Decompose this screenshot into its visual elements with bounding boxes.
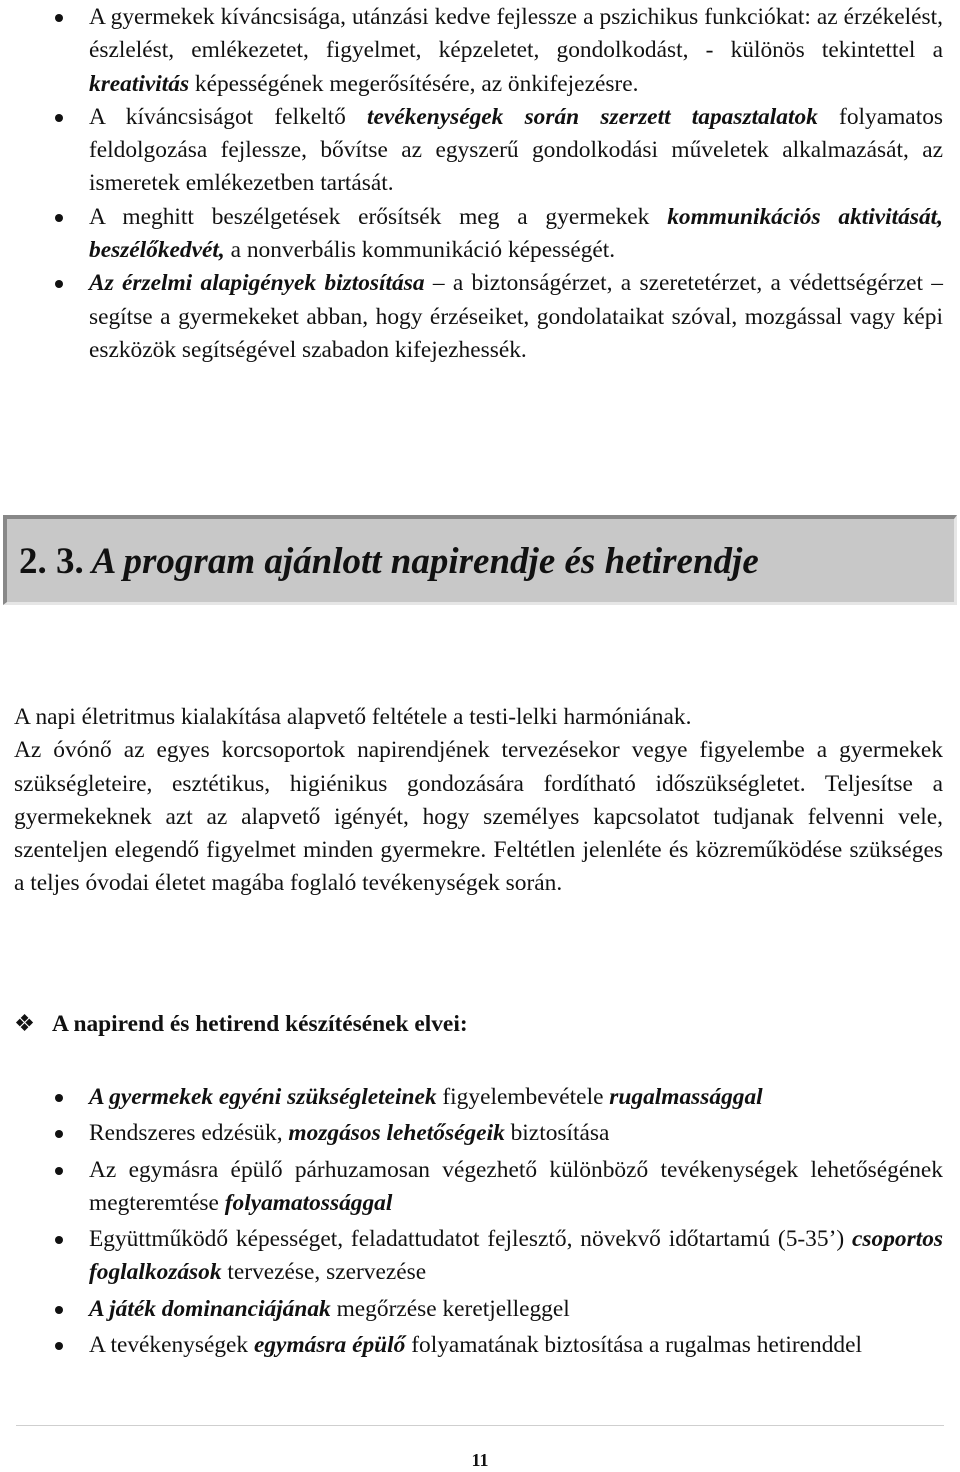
list-item	[14, 1293, 943, 1326]
item-emphasis: folyamatossággal	[224, 1189, 393, 1216]
item-text: A gyermekek kíváncsisága, utánzási kedve fejlessze a pszichikus funkciókat: az érzékelést, észlelést, emlékezetet, figyelmet, képzeletet, gondolkodást, - különös tekintettel a	[89, 4, 943, 64]
bullet-icon	[55, 1236, 63, 1244]
item-text: képességének megerősítésére, az önkifejezésre.	[189, 70, 639, 97]
section-heading	[3, 515, 957, 605]
item-text: Az egymásra épülő párhuzamosan végezhető különböző tevékenységek lehetőségének megteremtése	[89, 1156, 943, 1216]
bullet-icon	[55, 14, 63, 22]
list-item	[14, 267, 943, 367]
bullet-icon	[55, 214, 63, 222]
list-item	[14, 201, 943, 268]
footer-divider	[16, 1425, 944, 1426]
bullet-icon	[55, 1342, 63, 1350]
page-number: 11	[471, 1450, 489, 1470]
bullet-icon	[55, 114, 63, 122]
subheading-text: A napirend és hetirend készítésének elvei:	[52, 1011, 468, 1037]
list-item	[14, 1329, 943, 1362]
section-heading-text	[19, 539, 759, 585]
list-item	[14, 1, 943, 101]
bullet-icon	[55, 1094, 63, 1102]
diamond-bullet-icon: ❖	[14, 1011, 35, 1037]
item-text: biztosítása	[504, 1120, 610, 1147]
item-emphasis: Az érzelmi alapigények biztosítása	[89, 270, 425, 297]
list-item	[14, 1223, 943, 1290]
item-text: – a biztonságérzet, a szeretetérzet, a védettségérzet – segítse a gyermekeket abban, hogy érzéseiket, gondolataikat szóval, mozgással vagy képi eszközök segítségével szabadon kifejezhessék.	[89, 270, 943, 363]
principles-bullet-list	[14, 1081, 943, 1365]
item-emphasis: A gyermekek egyéni szükségleteinek	[89, 1084, 437, 1110]
list-item	[14, 1154, 943, 1221]
item-text: A tevékenységek	[89, 1332, 254, 1359]
bullet-icon	[55, 1167, 63, 1175]
item-text: folyamatos feldolgozása fejlessze, bővítse az egyszerű gondolkodási műveletek alkalmazását, az ismeretek emlékezetben tartását.	[89, 103, 943, 197]
bullet-icon	[55, 280, 63, 288]
paragraph: A napi életritmus kialakítása alapvető feltétele a testi-lelki harmóniának.	[14, 704, 692, 730]
item-emphasis: tevékenységek során szerzett tapasztalatok	[367, 103, 818, 130]
body-paragraphs	[14, 701, 943, 901]
list-item	[14, 1081, 943, 1114]
list-item	[14, 101, 943, 201]
item-text: tervezése, szervezése	[221, 1259, 427, 1286]
item-emphasis: mozgásos lehetőségeik	[288, 1120, 505, 1147]
item-text: A meghitt beszélgetések erősítsék meg a gyermekek	[89, 203, 668, 230]
item-emphasis: rugalmassággal	[609, 1084, 763, 1110]
bullet-icon	[55, 1306, 63, 1314]
item-text: A kíváncsiságot felkeltő	[89, 103, 367, 130]
item-text: a nonverbális kommunikáció képességét.	[224, 237, 616, 264]
bullet-icon	[55, 1130, 63, 1138]
item-text: folyamatának biztosítása a rugalmas hetirenddel	[405, 1332, 862, 1359]
subheading	[14, 1008, 468, 1041]
item-emphasis: egymásra épülő	[253, 1332, 406, 1359]
item-text: Rendszeres edzésük,	[89, 1120, 289, 1147]
item-text: figyelembevétele	[436, 1084, 610, 1110]
paragraph: Az óvónő az egyes korcsoportok napirendjének tervezésekor vegye figyelembe a gyermekek szükségleteire, esztétikus, higiénikus gondozására fordítható időszükségletet. Teljesítse a gyermekeknek azt az alapvető igényét, hogy személyes kapcsolatot tudjanak felvenni vele, szenteljen elegendő figyelmet minden gyermekre. Feltétlen jelenléte és közreműködése szükséges a teljes óvodai életet magába foglaló tevékenységek során.	[14, 737, 943, 897]
item-emphasis: A játék dominanciájának	[89, 1295, 331, 1322]
list-item	[14, 1117, 943, 1150]
item-emphasis: kreativitás	[89, 70, 190, 97]
item-emphasis: kommunikációs aktivitását, beszélőkedvét,	[89, 203, 943, 264]
intro-bullet-list	[14, 1, 943, 367]
section-number: 2. 3.	[19, 541, 84, 582]
section-title: A program ajánlott napirendje és hetirendje	[91, 541, 759, 582]
item-emphasis: csoportos foglalkozások	[89, 1226, 943, 1286]
item-text: Együttműködő képességet, feladattudatot fejlesztő, növekvő időtartamú (5-35’)	[89, 1226, 853, 1253]
item-text: megőrzése keretjelleggel	[330, 1295, 570, 1322]
